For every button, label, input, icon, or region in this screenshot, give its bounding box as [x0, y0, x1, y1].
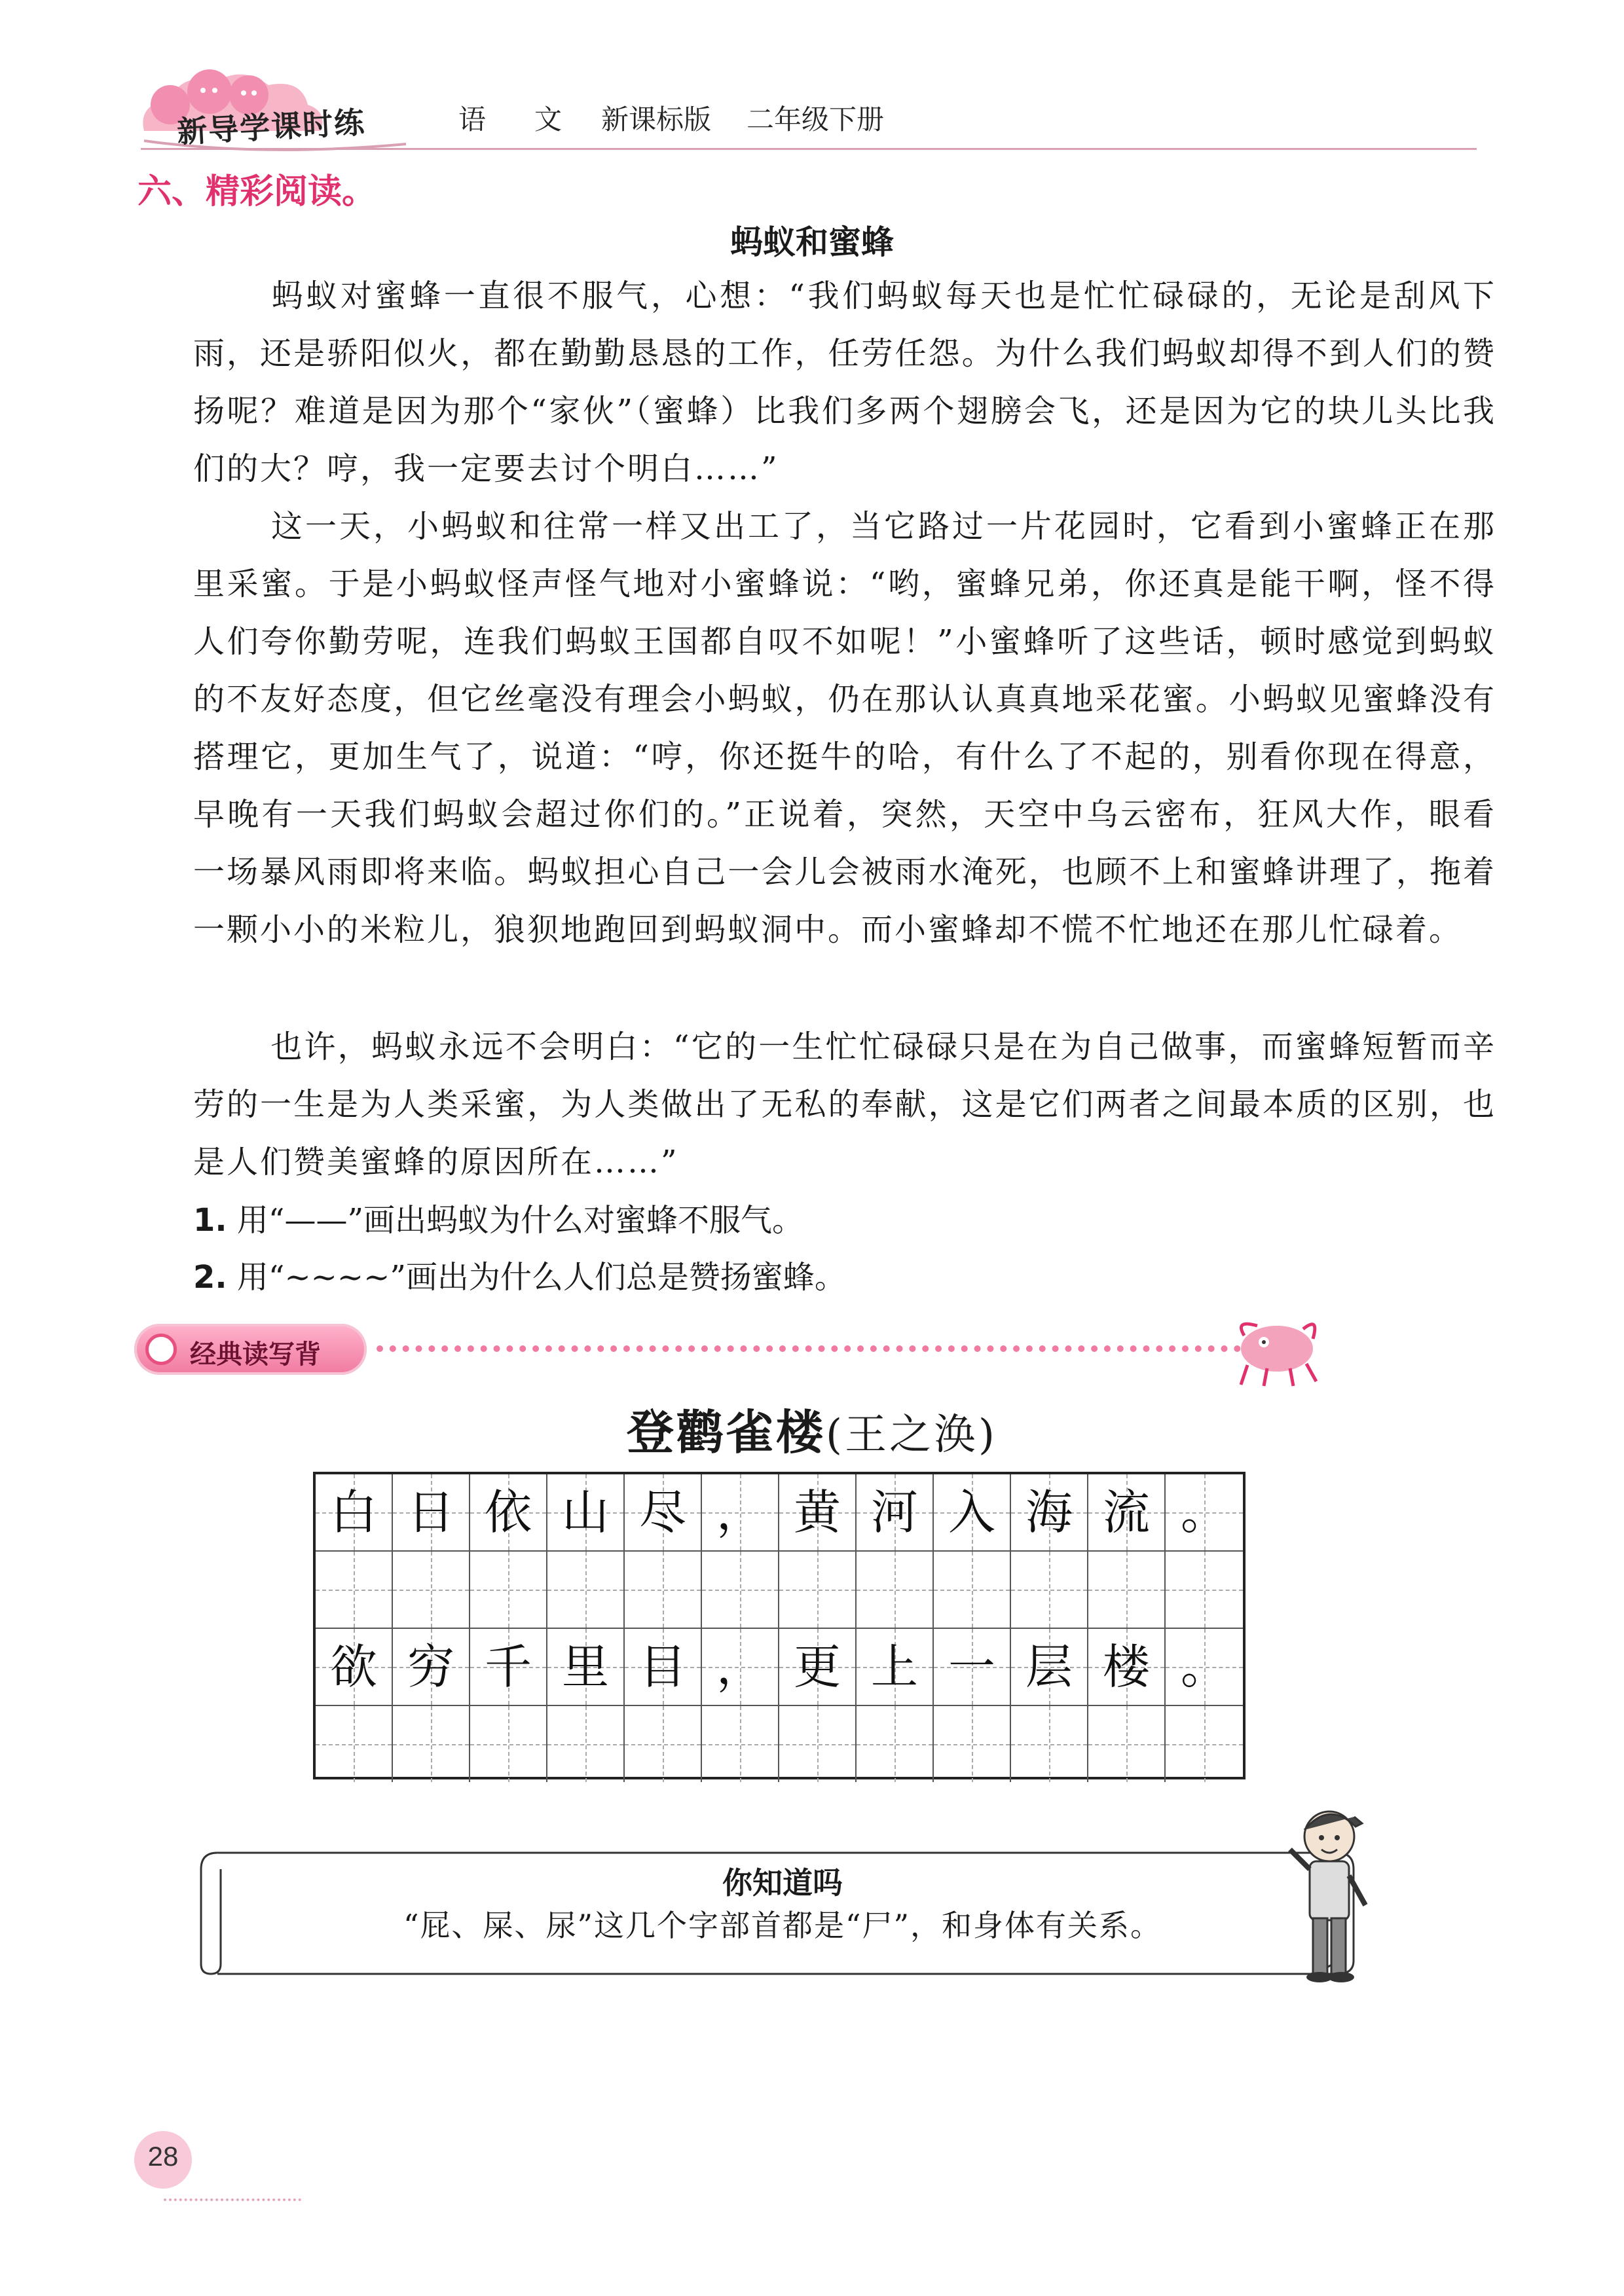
grid-char: 海 [1025, 1485, 1073, 1540]
banner-dotted-line [377, 1345, 1241, 1352]
page-footer-rule [164, 2198, 301, 2201]
grid-row-line-2 [316, 1629, 1243, 1705]
grid-char: 里 [561, 1639, 609, 1694]
header-subject-2: 文 [534, 103, 563, 136]
grid-char: ， [716, 1639, 764, 1694]
grid-row-empty-1 [316, 1552, 1243, 1628]
header-info [458, 98, 932, 137]
grid-char: 日 [407, 1485, 454, 1540]
grid-char: 楼 [1102, 1639, 1150, 1694]
story-paragraph-1: 蚂蚁对蜜蜂一直很不服气，心想：“我们蚂蚁每天也是忙忙碌碌的，无论是刮风下雨，还是骄阳似火，都在勤勤恳恳的工作，任劳任怨。为什么我们蚂蚁却得不到人们的赞扬呢？难道是因为那个“家伙”（蜜蜂）比我们多两个翅膀会飞，还是因为它的块儿头比我们的大？哼，我一定要去讨个明白……” [193, 278, 1496, 487]
grid-char: 。 [1180, 1485, 1228, 1540]
grid-char: 层 [1025, 1639, 1073, 1694]
grid-char: 一 [948, 1639, 995, 1694]
grid-char: 依 [484, 1485, 532, 1540]
question-2: 2. 用“~~~~”画出为什么人们总是赞扬蜜蜂。 [193, 1259, 846, 1296]
grid-char: 。 [1180, 1639, 1228, 1694]
grid-char: 千 [484, 1639, 532, 1694]
header-edition: 新课标版 [601, 103, 712, 136]
header-grade: 二年级下册 [747, 103, 885, 136]
classic-banner-label: 经典读写背 [190, 1339, 321, 1370]
story-title: 蚂蚁和蜜蜂 [730, 223, 894, 261]
note-body: “屁、屎、尿”这几个字部首都是“尸”，和身体有关系。 [403, 1908, 1162, 1943]
grid-char: 穷 [407, 1639, 454, 1694]
lion-mascot-icon [1231, 1313, 1323, 1388]
grid-char: 目 [638, 1639, 686, 1694]
grid-char: 上 [870, 1639, 918, 1694]
grid-char: 黄 [793, 1485, 841, 1540]
poem-title: 登鹳雀楼(王之涣) [627, 1404, 997, 1460]
grid-char: 流 [1102, 1485, 1150, 1540]
story-paragraph-3: 也许，蚂蚁永远不会明白：“它的一生忙忙碌碌只是在为自己做事，而蜜蜂短暂而辛劳的一生是为人类采蜜，为人类做出了无私的奉献，这是它们两者之间最本质的区别，也是人们赞美蜜蜂的原因所在……” [193, 1029, 1496, 1180]
grid-char: 更 [793, 1639, 841, 1694]
grid-char: 入 [948, 1485, 995, 1540]
tianzi-grid [313, 1472, 1246, 1779]
grid-row-line-1 [316, 1474, 1243, 1550]
question-1: 1. 用“——”画出蚂蚁为什么对蜜蜂不服气。 [193, 1202, 803, 1239]
grid-char: 欲 [329, 1639, 377, 1694]
grid-row-empty-2 [316, 1706, 1243, 1782]
grid-char: 山 [561, 1485, 609, 1540]
banner-circle-icon [145, 1334, 177, 1365]
grid-char: 河 [870, 1485, 918, 1540]
story-paragraph-2: 这一天，小蚂蚁和往常一样又出工了，当它路过一片花园时，它看到小蜜蜂正在那里采蜜。于是小蚂蚁怪声怪气地对小蜜蜂说：“哟，蜜蜂兄弟，你还真是能干啊，怪不得人们夸你勤劳呢，连我们蚂蚁王国都自叹不如呢！”小蜜蜂听了这些话，顿时感觉到蚂蚁的不友好态度，但它丝毫没有理会小蚂蚁，仍在那认认真真地采花蜜。小蚂蚁见蜜蜂没有搭理它，更加生气了，说道：“哼，你还挺牛的哈，有什么了不起的，别看你现在得意，早晚有一天我们蚂蚁会超过你们的。”正说着，突然，天空中乌云密布，狂风大作，眼看一场暴风雨即将来临。蚂蚁担心自己一会儿会被雨水淹死，也顾不上和蜜蜂讲理了，拖着一颗小小的米粒儿，狼狈地跑回到蚂蚁洞中。而小蜜蜂却不慌不忙地还在那儿忙碌着。 [193, 508, 1496, 948]
header-brand: 新导学课时练 [175, 104, 367, 150]
header-rule [141, 148, 1477, 150]
header-subject-1: 语 [458, 103, 487, 136]
section-title: 六、精彩阅读。 [138, 172, 377, 211]
note-title: 你知道吗 [722, 1865, 843, 1901]
grid-char: 尽 [638, 1485, 686, 1540]
grid-char: 白 [329, 1485, 377, 1540]
page-number: 28 [147, 2141, 179, 2172]
grid-char: ， [716, 1485, 764, 1540]
boy-mascot-icon [1283, 1797, 1375, 1987]
